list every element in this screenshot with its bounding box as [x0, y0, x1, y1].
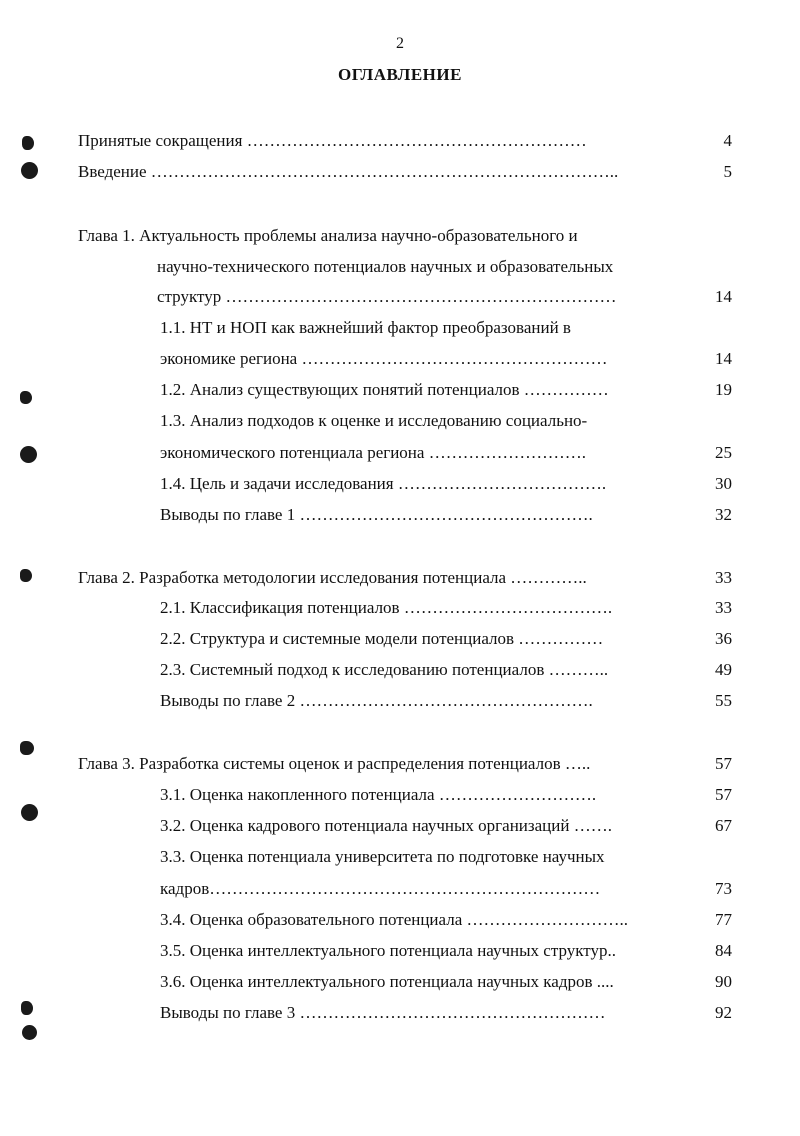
page-number: 2	[396, 35, 404, 52]
toc-entry-page: 14	[715, 349, 732, 368]
toc-entry-page: 67	[715, 816, 732, 835]
toc-entry-page: 57	[715, 785, 732, 804]
toc-entry-text: научно-технического потенциалов научных и образовательных	[157, 257, 614, 276]
toc-entry-page: 84	[715, 941, 732, 960]
scan-blot-mark	[22, 136, 34, 150]
toc-entry-page: 73	[715, 879, 732, 898]
toc-entry-page: 4	[723, 131, 732, 150]
toc-entry-page: 36	[715, 629, 732, 648]
toc-entry-text: экономике региона ………………………………………………	[160, 349, 608, 368]
toc-entry-page: 30	[715, 474, 732, 493]
page-title: ОГЛАВЛЕНИЕ	[338, 65, 462, 84]
toc-entry-text: кадров……………………………………………………………	[160, 879, 601, 898]
toc-entry-text: 3.1. Оценка накопленного потенциала ……………………….	[160, 785, 597, 804]
toc-entry-text: 2.2. Структура и системные модели потенциалов ……………	[160, 629, 604, 648]
toc-entry-page: 33	[715, 568, 732, 587]
toc-entry-page: 55	[715, 691, 732, 710]
toc-entry-page: 57	[715, 754, 732, 773]
toc-entry-text: структур ……………………………………………………………	[157, 287, 617, 306]
toc-entry-text: Выводы по главе 1 …………………………………………….	[160, 505, 593, 524]
toc-entry-text: 3.2. Оценка кадрового потенциала научных организаций …….	[160, 816, 612, 835]
scan-blot-mark	[20, 741, 34, 755]
punch-hole-mark	[20, 446, 37, 463]
toc-entry-text: 2.3. Системный подход к исследованию потенциалов ………..	[160, 660, 609, 679]
toc-entry-page: 19	[715, 380, 732, 399]
toc-entry-page: 33	[715, 598, 732, 617]
toc-entry-text: 3.6. Оценка интеллектуального потенциала научных кадров ....	[160, 972, 614, 991]
toc-entry-text: 3.5. Оценка интеллектуального потенциала научных структур..	[160, 941, 617, 960]
toc-entry-text: Принятые сокращения ……………………………………………………	[78, 131, 587, 150]
toc-entry-text: 3.3. Оценка потенциала университета по подготовке научных	[160, 847, 605, 866]
toc-entry-page: 49	[715, 660, 732, 679]
toc-entry-text: 1.4. Цель и задачи исследования ……………………………….	[160, 474, 607, 493]
toc-entry-page: 25	[715, 443, 732, 462]
toc-entry-page: 90	[715, 972, 732, 991]
toc-entry-text: Выводы по главе 2 …………………………………………….	[160, 691, 593, 710]
toc-chapter-heading: Глава 2. Разработка методологии исследования потенциала …………..	[78, 568, 587, 587]
scan-blot-mark	[20, 391, 32, 404]
scan-blot-mark	[21, 1001, 33, 1015]
toc-entry-page: 77	[715, 910, 732, 929]
punch-hole-mark	[21, 804, 38, 821]
toc-chapter-heading: Глава 1. Актуальность проблемы анализа научно-образовательного и	[78, 226, 578, 245]
toc-entry-text: экономического потенциала региона ……………………….	[160, 443, 586, 462]
toc-entry-page: 32	[715, 505, 732, 524]
punch-hole-mark	[22, 1025, 37, 1040]
toc-entry-text: Введение ………………………………………………………………………..	[78, 162, 619, 181]
toc-entry-text: 1.2. Анализ существующих понятий потенциалов ……………	[160, 380, 609, 399]
toc-entry-text: 1.1. НТ и НОП как важнейший фактор преобразований в	[160, 318, 571, 337]
toc-entry-page: 92	[715, 1003, 732, 1022]
toc-entry-page: 14	[715, 287, 732, 306]
punch-hole-mark	[21, 162, 38, 179]
toc-chapter-heading: Глава 3. Разработка системы оценок и распределения потенциалов …..	[78, 754, 591, 773]
scan-blot-mark	[20, 569, 32, 582]
toc-entry-text: 1.3. Анализ подходов к оценке и исследованию социально-	[160, 411, 588, 430]
toc-entry-page: 5	[723, 162, 732, 181]
toc-entry-text: Выводы по главе 3 ………………………………………………	[160, 1003, 606, 1022]
toc-entry-text: 2.1. Классификация потенциалов ……………………………….	[160, 598, 613, 617]
toc-entry-text: 3.4. Оценка образовательного потенциала ………………………..	[160, 910, 629, 929]
